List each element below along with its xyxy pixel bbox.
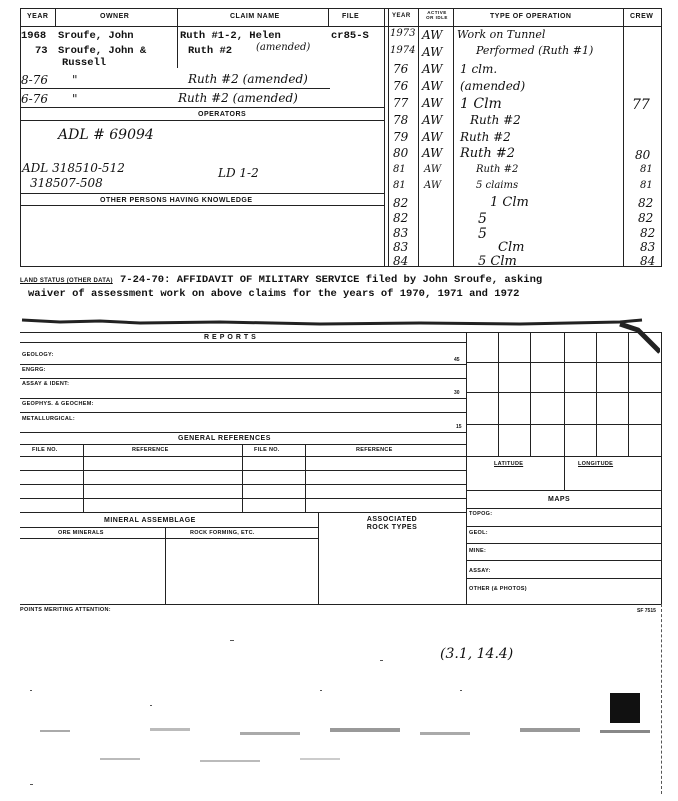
black-mark xyxy=(610,693,640,723)
activity-7-operation: Ruth #2 xyxy=(460,130,511,144)
activity-4-status: AW xyxy=(422,79,443,93)
ref-col-reference-2: REFERENCE xyxy=(356,447,393,453)
activity-9-operation: Ruth #2 xyxy=(476,164,519,175)
header-file: FILE xyxy=(342,13,360,20)
owner-row-4-claim: Ruth #2 (amended) xyxy=(178,91,298,105)
activity-12-operation: 5 xyxy=(478,211,487,227)
points-label: POINTS MERITING ATTENTION: xyxy=(20,607,111,613)
activity-7-status: AW xyxy=(422,130,443,144)
activity-10-year: 81 xyxy=(393,180,406,191)
land-status-text-1: 7-24-70: AFFIDAVIT OF MILITARY SERVICE filed by John Sroufe, asking xyxy=(120,274,543,286)
activity-5-crew: 77 xyxy=(632,97,650,113)
activity-4-operation: (amended) xyxy=(460,79,526,93)
owner-row-1-year: 1968 xyxy=(21,30,47,42)
activity-9-year: 81 xyxy=(393,164,406,175)
ref-col-reference-1: REFERENCE xyxy=(132,447,169,453)
activity-3-status: AW xyxy=(422,62,443,76)
longitude-label: LONGITUDE xyxy=(578,461,614,467)
activity-1-year: 1973 xyxy=(390,28,416,39)
activity-4-year: 76 xyxy=(393,79,409,93)
header-crew: CREW xyxy=(630,13,654,20)
owner-row-2-owner-line2: Russell xyxy=(62,57,107,69)
activity-7-year: 79 xyxy=(393,130,409,144)
activity-8-status: AW xyxy=(422,146,443,160)
owner-row-2-year: 73 xyxy=(35,45,48,57)
report-assay: ASSAY & IDENT: xyxy=(22,381,70,387)
rock-forming-label: ROCK FORMING, ETC. xyxy=(190,530,255,536)
owner-row-3-claim: Ruth #2 (amended) xyxy=(188,72,308,86)
general-references-title: GENERAL REFERENCES xyxy=(178,435,271,442)
activity-15-operation: 5 Clm xyxy=(478,254,517,269)
handwritten-coordinates: (3.1, 14.4) xyxy=(440,646,514,662)
owner-row-1-owner: Sroufe, John xyxy=(58,30,134,42)
report-assay-num: 30 xyxy=(454,390,460,396)
maps-topog: TOPOG: xyxy=(469,511,493,517)
report-metallurgical-num: 15 xyxy=(456,424,462,430)
activity-8-operation: Ruth #2 xyxy=(460,146,516,161)
owner-row-3-owner: " xyxy=(72,73,78,87)
activity-12-crew: 82 xyxy=(638,211,654,225)
activity-5-status: AW xyxy=(422,96,443,110)
report-geology: GEOLOGY: xyxy=(22,352,54,358)
form-number: SF 7515 xyxy=(637,608,656,614)
ore-minerals-label: ORE MINERALS xyxy=(58,530,104,536)
activity-15-year: 84 xyxy=(393,254,409,268)
ref-col-file-no-1: FILE NO. xyxy=(32,447,58,453)
activity-2-status: AW xyxy=(422,45,443,59)
latitude-label: LATITUDE xyxy=(494,461,524,467)
reports-title: REPORTS xyxy=(204,334,259,341)
activity-6-operation: Ruth #2 xyxy=(470,113,521,127)
activity-13-crew: 82 xyxy=(640,226,656,240)
activity-9-crew: 81 xyxy=(640,164,653,175)
header-active-or-idle: ACTIVE OR IDLE xyxy=(426,10,448,20)
mineral-assemblage-title: MINERAL ASSEMBLAGE xyxy=(104,517,196,524)
operator-1: ADL # 69094 xyxy=(58,127,154,143)
owner-row-2-claim-note: (amended) xyxy=(256,42,311,53)
header-year: YEAR xyxy=(27,13,49,20)
header-owner: OWNER xyxy=(100,13,130,20)
torn-edge xyxy=(20,318,660,328)
owner-row-1-claim: Ruth #1-2, Helen xyxy=(180,30,281,42)
activity-13-operation: 5 xyxy=(478,226,487,242)
owner-row-2-owner: Sroufe, John & xyxy=(58,45,147,57)
activity-10-crew: 81 xyxy=(640,180,653,191)
activity-14-crew: 83 xyxy=(640,240,656,254)
activity-13-year: 83 xyxy=(393,226,409,240)
activity-5-year: 77 xyxy=(393,96,409,110)
activity-10-status: AW xyxy=(424,180,442,191)
owner-row-4-year: 6-76 xyxy=(21,92,48,106)
activity-14-operation: Clm xyxy=(498,240,525,255)
report-geology-num: 45 xyxy=(454,357,460,363)
maps-other: OTHER (& PHOTOS) xyxy=(469,586,527,592)
activity-1-operation: Work on Tunnel xyxy=(457,28,546,41)
operator-3: 318507-508 xyxy=(30,176,103,190)
associated-rock-types: ASSOCIATED ROCK TYPES xyxy=(366,516,418,531)
activity-5-operation: 1 Clm xyxy=(460,96,502,112)
activity-1-status: AW xyxy=(422,28,443,42)
report-metallurgical: METALLURGICAL: xyxy=(22,416,75,422)
operator-2: ADL 318510-512 xyxy=(22,161,125,175)
land-status-text-2: waiver of assessment work on above claims for the years of 1970, 1971 and 1972 xyxy=(28,288,520,300)
maps-geol: GEOL: xyxy=(469,530,488,536)
operators-label: OPERATORS xyxy=(198,111,247,118)
activity-2-year: 1974 xyxy=(390,45,416,56)
operator-4: LD 1-2 xyxy=(218,166,259,180)
activity-8-crew: 80 xyxy=(635,148,651,162)
report-engrg: ENGRG: xyxy=(22,367,46,373)
activity-8-year: 80 xyxy=(393,146,409,160)
owner-row-1-file: cr85-S xyxy=(331,30,369,42)
activity-6-year: 78 xyxy=(393,113,409,127)
other-persons-label: OTHER PERSONS HAVING KNOWLEDGE xyxy=(100,197,253,204)
owner-row-2-claim: Ruth #2 xyxy=(188,45,233,57)
activity-6-status: AW xyxy=(422,113,443,127)
activity-15-crew: 84 xyxy=(640,254,656,268)
maps-title: MAPS xyxy=(548,496,571,503)
activity-9-status: AW xyxy=(424,164,442,175)
owner-row-4-owner: " xyxy=(72,92,78,106)
activity-11-year: 82 xyxy=(393,196,409,210)
activity-12-year: 82 xyxy=(393,211,409,225)
header-claim-name: CLAIM NAME xyxy=(230,13,280,20)
report-geophys: GEOPHYS. & GEOCHEM: xyxy=(22,401,94,407)
header-year-2: YEAR xyxy=(392,13,411,19)
activity-11-crew: 82 xyxy=(638,196,654,210)
ref-col-file-no-2: FILE NO. xyxy=(254,447,280,453)
activity-3-year: 76 xyxy=(393,62,409,76)
activity-14-year: 83 xyxy=(393,240,409,254)
header-type-of-operation: TYPE OF OPERATION xyxy=(490,13,572,20)
maps-mine: MINE: xyxy=(469,548,487,554)
activity-3-operation: 1 clm. xyxy=(460,62,498,76)
activity-10-operation: 5 claims xyxy=(476,180,519,191)
land-status-label: LAND STATUS (OTHER DATA) xyxy=(20,278,113,284)
activity-11-operation: 1 Clm xyxy=(490,195,529,210)
activity-2-operation: Performed (Ruth #1) xyxy=(476,44,594,57)
owner-row-3-year: 8-76 xyxy=(21,73,48,87)
maps-assay: ASSAY: xyxy=(469,568,491,574)
